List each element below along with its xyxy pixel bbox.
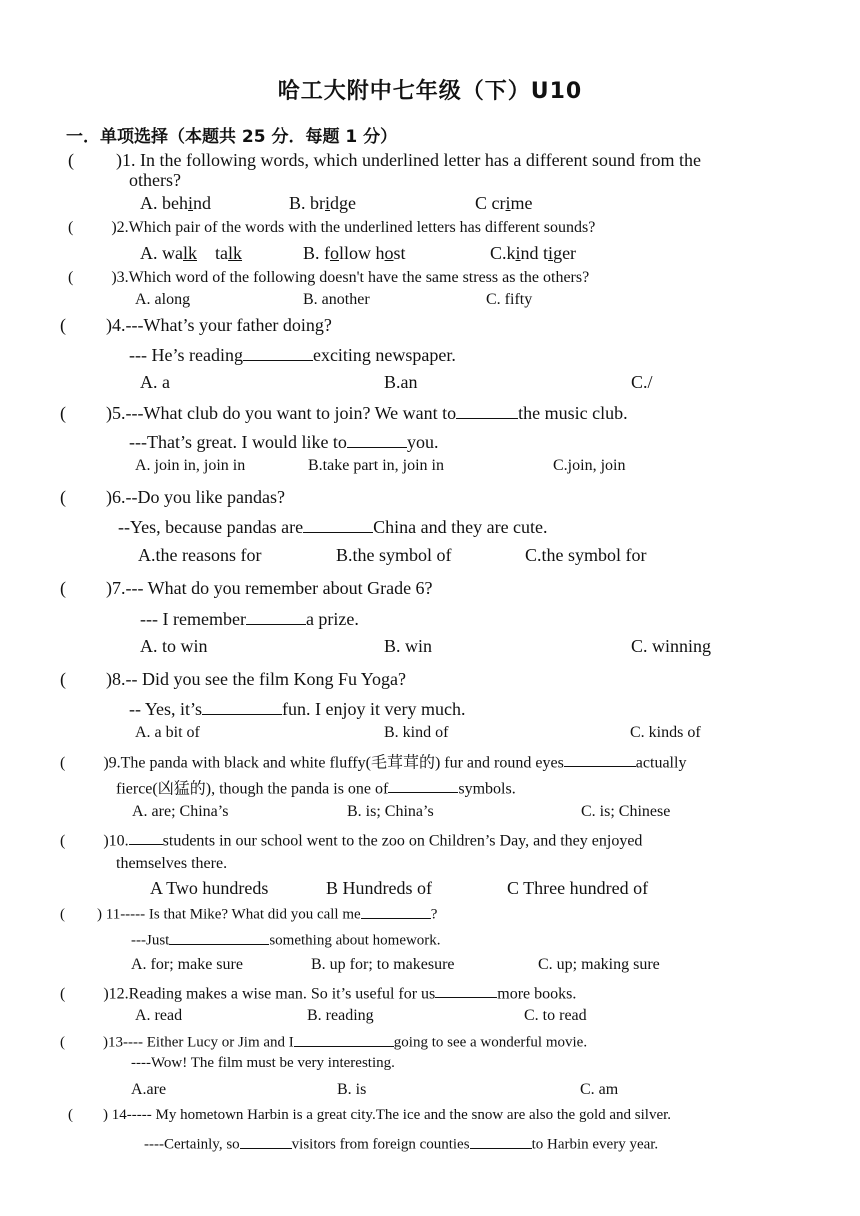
q4-stem <box>60 316 332 334</box>
text-fragment: ( <box>60 578 66 598</box>
q10-option-c: C Three hundred of <box>507 878 649 898</box>
q2-option-a <box>140 244 242 262</box>
text-fragment: B. f <box>303 243 330 263</box>
q1-stem <box>68 151 701 169</box>
text-fragment: --Yes, because pandas are <box>118 517 304 538</box>
text-fragment: ( <box>60 985 66 1003</box>
q8-option-c: C. kinds of <box>630 724 701 741</box>
underlined-letters: i <box>505 193 511 213</box>
q9-option-a: A. are; China’s <box>132 803 229 820</box>
q2-option-c <box>490 244 576 262</box>
text-fragment: ta <box>215 243 229 263</box>
q1-option-c <box>475 194 533 212</box>
text-fragment: ( <box>60 754 66 772</box>
q10-number: )10. <box>103 832 129 850</box>
q7-number: )7. <box>106 578 126 598</box>
q3-option-c: C. fifty <box>486 291 533 308</box>
q11-option-a: A. for; make sure <box>131 956 243 973</box>
answer-blank <box>388 778 458 793</box>
q4-text: ---What’s your father doing? <box>125 315 332 335</box>
q9-option-c: C. is; Chinese <box>581 803 671 820</box>
q3-option-a: A. along <box>135 291 191 308</box>
underlined-letters: o <box>330 243 339 263</box>
q5-option-a: A. join in, join in <box>135 457 246 474</box>
q1-text: In the following words, which underlined letter has a different sound from the <box>140 150 702 170</box>
q6-line2 <box>118 516 548 536</box>
q12-option-a: A. read <box>135 1007 183 1024</box>
q13-option-c: C. am <box>580 1081 619 1098</box>
text-fragment: ( <box>60 315 66 335</box>
text-fragment: B. br <box>289 193 325 213</box>
text-fragment: you. <box>406 432 439 453</box>
answer-blank <box>564 752 636 767</box>
q1-option-a <box>140 194 211 212</box>
text-fragment: exciting newspaper. <box>312 345 456 366</box>
q3-text: Which word of the following doesn't have the same stress as the others? <box>128 269 590 286</box>
q2-option-b <box>303 244 406 262</box>
text-fragment: me <box>510 193 533 213</box>
text-fragment: --- What do you remember about Grade 6? <box>125 578 433 598</box>
q8-number: )8. <box>106 669 126 689</box>
q4-number: )4. <box>106 315 126 335</box>
answer-blank <box>169 930 269 945</box>
underlined-letters: i <box>515 243 521 263</box>
q2-number: )2. <box>111 219 129 236</box>
text-fragment: ( <box>60 669 66 689</box>
q6-option-a: A.the reasons for <box>138 545 262 565</box>
text-fragment: Reading makes a wise man. So it’s useful for us <box>128 985 436 1003</box>
answer-blank <box>470 1134 532 1149</box>
underlined-letters: i <box>325 193 331 213</box>
q1-option-b <box>289 194 356 212</box>
text-fragment: ? <box>430 906 438 923</box>
q9-option-b: B. is; China’s <box>347 803 434 820</box>
text-fragment: My hometown Harbin is a great city.The ice and the snow are also the gold and silver. <box>155 1107 672 1123</box>
q12-number: )12. <box>103 985 129 1003</box>
text-fragment: llow <box>339 243 372 263</box>
q12-option-b: B. reading <box>307 1007 374 1024</box>
q1-paren: ( <box>68 150 74 170</box>
text-fragment: C cr <box>475 193 506 213</box>
text-fragment: ( <box>60 403 66 424</box>
text-fragment: going to see a wonderful movie. <box>393 1034 588 1051</box>
text-fragment: fun. I enjoy it very much. <box>282 699 466 720</box>
text-fragment: ( <box>60 1034 65 1051</box>
text-fragment: to Harbin every year. <box>531 1136 659 1153</box>
text-fragment: ----Certainly, so <box>144 1136 240 1153</box>
text-fragment: -- Yes, it’s <box>129 699 203 720</box>
q11-line2 <box>131 930 441 949</box>
text-fragment: more books. <box>497 985 577 1003</box>
answer-blank <box>294 1032 394 1047</box>
text-fragment: ---Just <box>131 932 170 949</box>
answer-blank <box>303 516 373 533</box>
text-fragment: actually <box>635 754 687 772</box>
answer-blank <box>456 402 518 419</box>
text-fragment: ( <box>68 219 74 236</box>
q6-number: )6. <box>106 487 126 507</box>
text-fragment: ( <box>68 269 74 286</box>
text-fragment: ger <box>553 243 577 263</box>
underlined-letters: lk <box>183 243 198 263</box>
text-fragment: A. beh <box>140 193 188 213</box>
text-fragment: fierce(凶猛的), though the panda is one of <box>116 780 389 798</box>
q14-stem <box>68 1108 671 1123</box>
q4-option-b: B.an <box>384 372 418 392</box>
text-fragment: The panda with black and white fluffy(毛茸茸的) fur and round eyes <box>120 754 564 772</box>
underlined-letters: o <box>384 243 394 263</box>
q10-option-b: B Hundreds of <box>326 878 432 898</box>
text-fragment: dge <box>330 193 357 213</box>
text-fragment: ---What club do you want to join? We want to <box>125 403 457 424</box>
text-fragment: st <box>393 243 406 263</box>
q6-option-c: C.the symbol for <box>525 545 647 565</box>
q8-option-a: A. a bit of <box>135 724 200 741</box>
text-fragment: -- Did you see the film Kong Fu Yoga? <box>125 669 406 689</box>
q10-option-a: A Two hundreds <box>150 878 269 898</box>
text-fragment: a prize. <box>305 609 359 630</box>
q8-option-b: B. kind of <box>384 724 449 741</box>
q13-line2: ----Wow! The film must be very interesting. <box>131 1055 395 1071</box>
answer-blank <box>347 431 407 448</box>
answer-blank <box>129 830 163 845</box>
q4-option-c: C./ <box>631 372 653 392</box>
q7-option-b: B. win <box>384 636 433 656</box>
q7-line2 <box>140 608 359 628</box>
q12-stem <box>60 983 576 1002</box>
q5-option-c: C.join, join <box>553 457 626 474</box>
text-fragment: ( <box>60 832 66 850</box>
q7-option-a: A. to win <box>140 636 208 656</box>
text-fragment: A. wa <box>140 243 183 263</box>
q2-stem <box>68 220 595 236</box>
q13-option-b: B. is <box>337 1081 367 1098</box>
underlined-letters: i <box>548 243 554 263</box>
q3-number: )3. <box>111 269 129 286</box>
text-fragment: Is that Mike? What did you call me <box>148 906 361 923</box>
q14-line2 <box>144 1134 658 1153</box>
q11-stem <box>60 904 437 923</box>
q3-option-b: B. another <box>303 291 370 308</box>
q13-stem <box>60 1032 587 1051</box>
q7-option-c: C. winning <box>631 636 712 656</box>
text-fragment: nd <box>520 243 539 263</box>
text-fragment: C.k <box>490 243 516 263</box>
q8-line2 <box>129 698 466 718</box>
text-fragment: the music club. <box>518 403 628 424</box>
q11-option-c: C. up; making sure <box>538 956 660 973</box>
underlined-letters: lk <box>228 243 243 263</box>
q5-option-b: B.take part in, join in <box>308 457 444 474</box>
q10-line2: themselves there. <box>116 855 228 872</box>
text-fragment: visitors from foreign counties <box>291 1136 470 1153</box>
q9-line2 <box>116 778 516 797</box>
text-fragment: students in our school went to the zoo on Children’s Day, and they enjoyed <box>162 832 643 850</box>
q11-option-b: B. up for; to makesure <box>311 956 455 973</box>
q13-number: )13---- <box>103 1034 143 1051</box>
text-fragment: nd <box>193 193 212 213</box>
text-fragment: Either Lucy or Jim and I <box>146 1034 294 1051</box>
text-fragment: t <box>543 243 549 263</box>
text-fragment: ( <box>60 487 66 507</box>
q6-option-b: B.the symbol of <box>336 545 452 565</box>
q2-text: Which pair of the words with the underlined letters has different sounds? <box>128 219 596 236</box>
underlined-letters: i <box>188 193 194 213</box>
q5-stem <box>60 402 628 422</box>
q5-line2 <box>129 431 438 451</box>
text-fragment: ---That’s great. I would like to <box>129 432 347 453</box>
answer-blank <box>246 608 306 625</box>
q9-stem <box>60 752 686 771</box>
q9-number: )9. <box>103 754 121 772</box>
text-fragment: something about homework. <box>269 932 441 949</box>
q3-stem <box>68 270 589 286</box>
text-fragment: --- He’s reading <box>129 345 243 366</box>
q7-stem <box>60 579 433 597</box>
answer-blank <box>240 1134 292 1149</box>
answer-blank <box>361 904 431 919</box>
answer-blank <box>435 983 497 998</box>
text-fragment: China and they are cute. <box>373 517 548 538</box>
q4-line2 <box>129 344 456 364</box>
q12-option-c: C. to read <box>524 1007 587 1024</box>
text-fragment: ( <box>68 1107 73 1123</box>
text-fragment: --Do you like pandas? <box>125 487 285 507</box>
q6-stem <box>60 488 285 506</box>
q10-stem <box>60 830 642 849</box>
q1-stem-cont: others? <box>129 170 181 190</box>
q5-number: )5. <box>106 403 126 424</box>
q1-number: )1. <box>116 150 136 170</box>
section-heading: 一．单项选择（本题共 25 分．每题 1 分） <box>66 127 398 147</box>
q4-option-a: A. a <box>140 372 170 392</box>
q11-number: ) 11----- <box>97 906 146 923</box>
text-fragment: symbols. <box>458 780 516 798</box>
q13-option-a: A.are <box>131 1081 167 1098</box>
answer-blank <box>243 344 313 361</box>
q14-number: ) 14----- <box>103 1107 152 1123</box>
answer-blank <box>202 698 282 715</box>
q8-stem <box>60 670 406 688</box>
text-fragment: h <box>375 243 385 263</box>
text-fragment: --- I remember <box>140 609 246 630</box>
text-fragment: ( <box>60 906 65 923</box>
page-title: 哈工大附中七年级（下）U10 <box>277 79 583 104</box>
